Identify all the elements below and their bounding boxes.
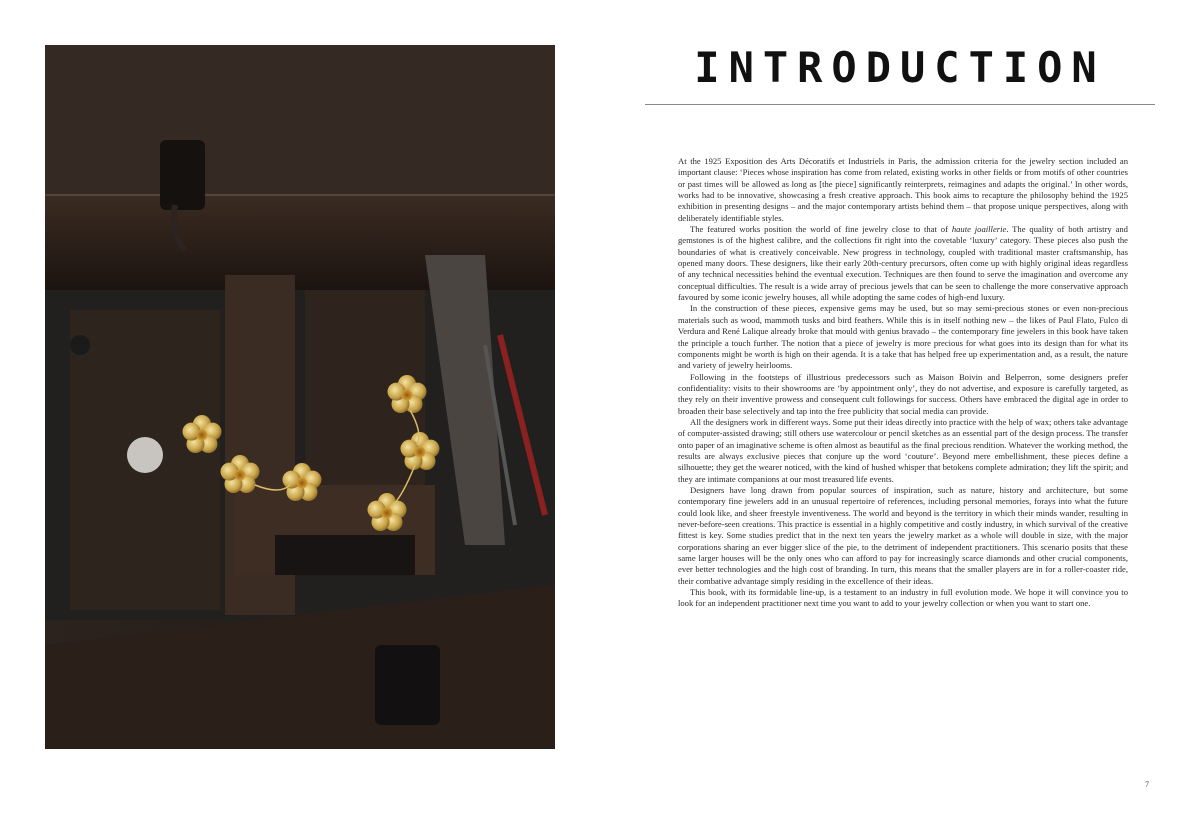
paragraph-5: All the designers work in different ways. Some put their ideas directly into practice with the help of wax; others take advantage of computer-assisted drawing; still others use watercolour or pencil sketches as an essential part of the design process. The transfer onto paper of an imaginative scheme is often almost as beautiful as the final precious rendition. Whatever the working method, the results are always exclusive pieces that conjure up the word ‘couture’. Beyond mere embellishment, these pieces define a silhouette; they get the wearer noticed, with the kind of hushed whisper that betokens complete admiration; they lift the spirit; and they are intimate companions at our most treasured life events. (678, 416, 1128, 484)
page-number: 7 (1145, 780, 1149, 789)
paragraph-6: Designers have long drawn from popular sources of inspiration, such as nature, history and architecture, but some contemporary fine jewelers add in an unusual repertoire of references, including personal memories, forays into what the future could look like, and sheer freestyle inventiveness. The world and beyond is the territory in which their minds wander, resulting in never-before-seen creations. This practice is essential in a highly competitive and costly industry, in which survival of the creative fittest is key. Some studies predict that in the next ten years the jewelry market as a whole will double in size, with the major corporations sharing an ever bigger slice of the pie, to the detriment of independent practitioners. This scenario posits that these same larger houses will be the only ones who can afford to pay for increasingly scarce diamonds and other crucial components, ever better technologies and the high cost of branding. In turn, this means that the smaller players are in for a roller-coaster ride, their combative advantage simply residing in the excellence of their ideas. (678, 484, 1128, 586)
paragraph-2 (678, 224, 1128, 303)
paragraph-2-text-a: The featured works position the world of fine jewelry close to that of (690, 224, 952, 235)
paragraph-4: Following in the footsteps of illustrious predecessors such as Maison Boivin and Belperron, some designers prefer confidentiality: visits to their showrooms are ‘by appointment only’, they do not advertise, and exposure is carefully targeted, as they rely on their inventive prowess and consequent cult followings for success. Others have embraced the digital age in order to broaden their base selectively and tap into the free publicity that social media can provide. (678, 371, 1128, 416)
page-title: INTRODUCTION (694, 43, 1106, 92)
paragraph-3: In the construction of these pieces, expensive gems may be used, but so may semi-precious stones or even non-precious materials such as wood, mammoth tusks and bird feathers. While this is in itself nothing new – the likes of Paul Flato, Fulco di Verdura and René Lalique already broke that mould with genius bravado – the contemporary fine jewelers in this book have taken the principle a touch further. The notion that a piece of jewelry is more precious for what goes into its design than for what its components might be worth is high on their agenda. It is a take that has helped free up experimentation and, as a result, the nature and variety of jewelry heirlooms. (678, 303, 1128, 371)
paragraph-7: This book, with its formidable line-up, is a testament to an industry in full evolution mode. We hope it will convince you to look for an independent practitioner next time you want to add to your jewelry collection or when you want to start one. (678, 587, 1128, 609)
jewelry-photo (45, 45, 555, 749)
paragraph-2-text-b: . The quality of both artistry and gemstones is of the highest calibre, and the collections fit right into the covetable ‘luxury’ category. These pieces also push the boundaries of what is creatively conceivable. New progress in technology, coupled with traditional master craftsmanship, has opened many doors. These designers, like their early 20th-century precursors, often come up with highly original ideas regardless of any technical necessities behind the eventual execution. Techniques are then found to serve the imagination and overcome any conceptual difficulties. The result is a wide array of precious jewels that can be seen to challenge the more conservative approach favoured by some iconic jewelry houses, all while adopting the same codes of high-end luxury. (678, 224, 1128, 303)
paragraph-1: At the 1925 Exposition des Arts Décoratifs et Industriels in Paris, the admission criteria for the jewelry section included an important clause: ‘Pieces whose inspiration has come from related, existing works in other fields or from motifs of other countries or past times will be allowed as long as [the piece] significantly reinterprets, reimagines and adapts the original.’ In other words, works had to be innovative, showcasing a fresh creative approach. This book aims to recapture the philosophy behind the 1925 exhibition in presenting designs – and the major contemporary artists behind them – that propose unique perspectives, along with deliberately identifiable styles. (678, 156, 1128, 223)
introduction-body (678, 156, 1128, 610)
title-divider (645, 104, 1155, 105)
paragraph-2-italic: haute joaillerie (951, 224, 1007, 235)
